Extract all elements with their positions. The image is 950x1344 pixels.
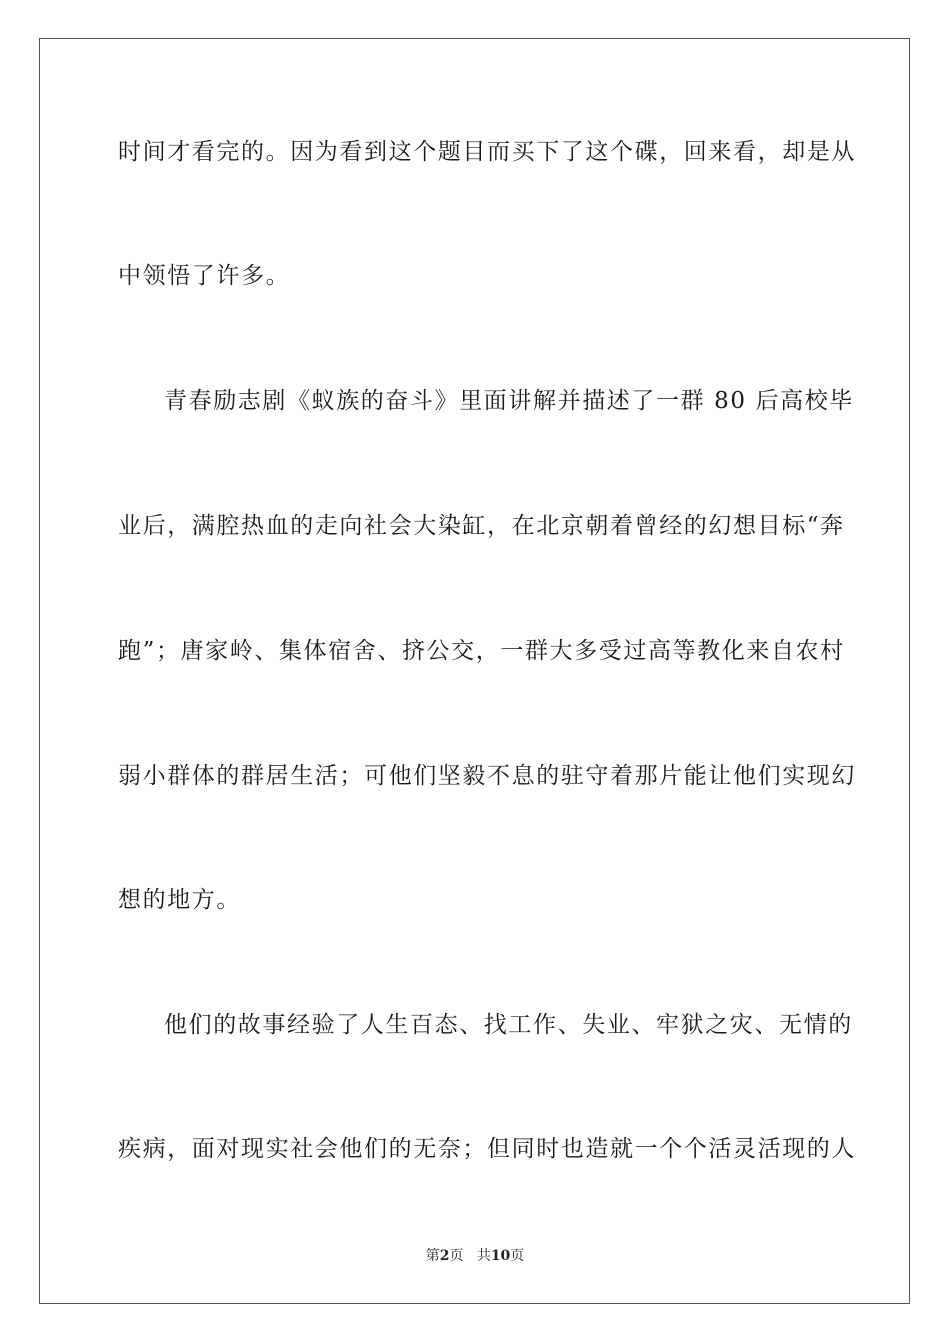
text-line-5: 跑”；唐家岭、集体宿舍、挤公交，一群大多受过高等教化来自农村 [118, 638, 845, 664]
text-line-7: 想的地方。 [118, 887, 241, 913]
text-line-8: 他们的故事经验了人生百态、找工作、失业、牢狱之灾、无情的 [164, 1012, 853, 1038]
footer-total-number: 10 [490, 1248, 511, 1264]
text-line-9: 疾病，面对现实社会他们的无奈；但同时也造就一个个活灵活现的人 [118, 1136, 856, 1162]
footer-page-prefix: 第 [425, 1248, 440, 1264]
footer-total-prefix: 共 [476, 1248, 491, 1264]
text-line-2: 中领悟了许多。 [118, 263, 291, 289]
footer-page-number: 2 [439, 1248, 450, 1264]
page-footer [0, 1246, 950, 1266]
footer-page-suffix: 页 [449, 1248, 464, 1264]
text-line-4: 业后，满腔热血的走向社会大染缸，在北京朝着曾经的幻想目标“奔 [118, 513, 845, 539]
page-border [39, 38, 910, 1304]
text-line-3: 青春励志剧《蚁族的奋斗》里面讲解并描述了一群 80 后高校毕 [164, 388, 854, 414]
text-line-6: 弱小群体的群居生活；可他们坚毅不息的驻守着那片能让他们实现幻 [118, 763, 856, 789]
text-line-1: 时间才看完的。因为看到这个题目而买下了这个碟，回来看，却是从 [118, 139, 856, 165]
footer-total-suffix: 页 [510, 1248, 525, 1264]
